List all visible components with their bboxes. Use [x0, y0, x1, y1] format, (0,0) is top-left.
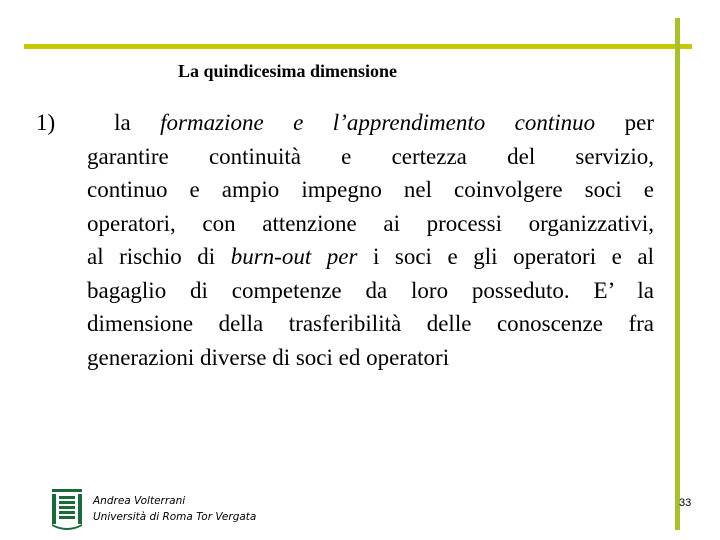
text-segment: la [114, 110, 161, 135]
text-segment: bagaglio di competenze da loro posseduto. E’ la [87, 277, 654, 303]
italic-text: burn-out per [230, 244, 358, 269]
paragraph-line [36, 140, 654, 174]
text-segment: per [595, 110, 655, 135]
paragraph-line [36, 341, 654, 375]
paragraph-line [36, 106, 654, 140]
numbered-paragraph [36, 106, 654, 374]
paragraph-line [36, 274, 654, 308]
paragraph-line [36, 240, 654, 274]
university-crest-icon [50, 488, 84, 530]
slide-title: La quindicesima dimensione [178, 61, 398, 81]
paragraph-line [36, 207, 654, 241]
top-accent-line [24, 44, 692, 49]
paragraph-line [36, 173, 654, 207]
italic-text: formazione e l’apprendimento continuo [160, 110, 596, 135]
right-accent-line [675, 18, 680, 530]
text-segment: generazioni diverse di soci ed operatori [87, 344, 450, 370]
text-segment: al rischio di [87, 244, 231, 269]
text-segment: continuo e ampio impegno nel coinvolgere soci e [87, 177, 654, 202]
text-segment: i soci e gli operatori e al [357, 244, 654, 269]
page-number: 33 [679, 497, 692, 509]
list-marker: 1) [36, 110, 56, 135]
text-segment: dimensione della trasferibilità delle conoscenze fra [87, 311, 654, 336]
text-segment: garantire continuità e certezza del servizio, [87, 143, 654, 169]
text-segment: operatori, con attenzione ai processi organizzativi, [87, 210, 654, 236]
footer-university: Università di Roma Tor Vergata [93, 511, 257, 523]
footer-credits [93, 493, 256, 525]
footer-author: Andrea Volterrani [93, 495, 186, 507]
paragraph-line [36, 307, 654, 341]
